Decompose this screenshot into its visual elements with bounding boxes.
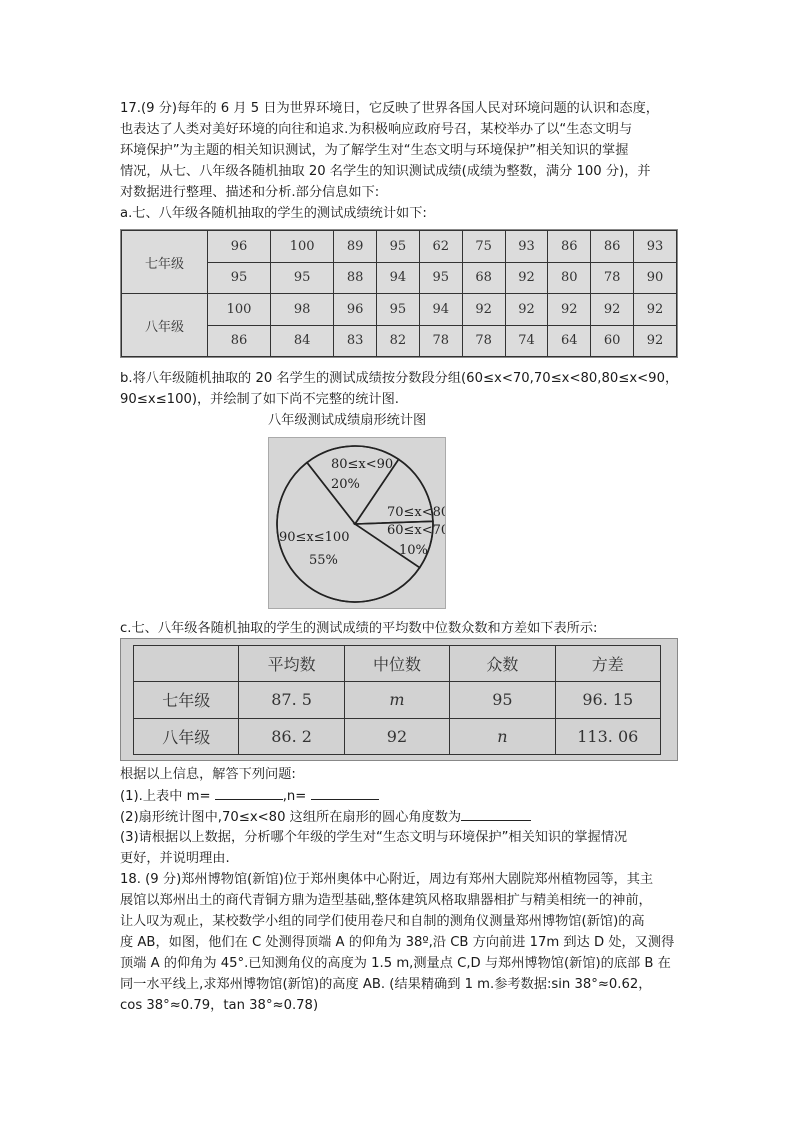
score-cell: 92: [548, 294, 591, 326]
stats-cell: 87. 5: [239, 682, 344, 718]
grade7-label: 七年级: [122, 231, 208, 294]
score-cell: 94: [377, 262, 420, 294]
score-table: [121, 230, 677, 357]
stats-cell: 96. 15: [555, 682, 660, 718]
score-cell: 75: [462, 231, 505, 263]
q17-intro-line: 也表达了人类对美好环境的向往和追求.为积极响应政府号召，某校举办了以“生态文明与: [120, 122, 633, 137]
q18-line: 顶端 A 的仰角为 45°.已知测角仪的高度为 1.5 m,测量点 C,D 与郑州博物馆(新馆)的底部 B 在: [120, 956, 671, 971]
score-cell: 60: [591, 325, 634, 357]
q18-line: 展馆以郑州出土的商代青铜方鼎为造型基础,整体建筑风格取鼎器相扩与精美相统一的神前，: [120, 893, 652, 908]
stats-cell: n: [450, 718, 555, 754]
stats-cell: 86. 2: [239, 718, 344, 754]
score-cell: 90: [634, 262, 677, 294]
pie-slice-label: 80≤x<90: [331, 457, 394, 472]
q17-intro-line: 环境保护”为主题的相关知识测试，为了解学生对“生态文明与环境保护”相关知识的掌握: [120, 143, 629, 158]
score-cell: 78: [462, 325, 505, 357]
score-cell: 84: [271, 325, 334, 357]
score-cell: 74: [505, 325, 548, 357]
score-cell: 98: [271, 294, 334, 326]
score-cell: 62: [419, 231, 462, 263]
score-cell: 92: [634, 294, 677, 326]
q18-line: 同一水平线上,求郑州博物馆(新馆)的高度 AB. (结果精确到 1 m.参考数据:sin 38°≈0.62，: [120, 977, 652, 992]
score-table-photo: [120, 229, 678, 358]
score-cell: 92: [591, 294, 634, 326]
q18-line: cos 38°≈0.79，tan 38°≈0.78): [120, 998, 319, 1013]
score-cell: 93: [634, 231, 677, 263]
score-cell: 86: [591, 231, 634, 263]
stats-header: 中位数: [344, 646, 449, 682]
stats-cell: 92: [344, 718, 449, 754]
score-cell: 82: [377, 325, 420, 357]
pie-slice-percent: 20%: [331, 477, 360, 492]
q17-intro-line: 17.(9 分)每年的 6 月 5 日为世界环境日，它反映了世界各国人民对环境问题的认识和态度，: [120, 101, 659, 116]
part-b-line: b.将八年级随机抽取的 20 名学生的测试成绩按分数段分组(60≤x<70,70≤x<80,80≤x<90，: [120, 371, 679, 386]
score-cell: 68: [462, 262, 505, 294]
q18-line: 让人叹为观止，某校数学小组的同学们使用卷尺和自制的测角仪测量郑州博物馆(新馆)的高: [120, 914, 645, 929]
score-cell: 95: [271, 262, 334, 294]
score-cell: 92: [505, 262, 548, 294]
score-cell: 100: [271, 231, 334, 263]
q2-text: (2)扇形统计图中,70≤x<80 这组所在扇形的圆心角度数为: [120, 810, 462, 825]
score-cell: 95: [419, 262, 462, 294]
grade8-label: 八年级: [122, 294, 208, 357]
stats-table: [133, 645, 661, 755]
pie-slice-label: 70≤x<80: [387, 505, 445, 520]
score-cell: 100: [208, 294, 271, 326]
score-cell: 94: [419, 294, 462, 326]
part-c-label: c.七、八年级各随机抽取的学生的测试成绩的平均数中位数众数和方差如下表所示:: [120, 621, 598, 636]
score-cell: 95: [377, 231, 420, 263]
score-cell: 86: [208, 325, 271, 357]
pie-chart: [269, 438, 445, 608]
q17-intro-line: 情况，从七、八年级各随机抽取 20 名学生的知识测试成绩(成绩为整数，满分 100 分)，并: [120, 164, 651, 179]
answer-intro: 根据以上信息，解答下列问题:: [120, 767, 296, 782]
question-2: [120, 806, 680, 829]
score-cell: 92: [462, 294, 505, 326]
pie-slice-percent: 10%: [399, 543, 428, 558]
score-cell: 93: [505, 231, 548, 263]
pie-slice-label: 60≤x<70: [387, 523, 445, 538]
score-cell: 64: [548, 325, 591, 357]
score-cell: 86: [548, 231, 591, 263]
n-blank[interactable]: [311, 785, 379, 800]
stats-cell: 95: [450, 682, 555, 718]
score-cell: 92: [634, 325, 677, 357]
stats-row-label: 八年级: [134, 718, 239, 754]
score-cell: 80: [548, 262, 591, 294]
part-b-line: 90≤x≤100)，并绘制了如下尚不完整的统计图.: [120, 392, 400, 407]
stats-header: 方差: [555, 646, 660, 682]
score-cell: 96: [334, 294, 377, 326]
q18-line: 度 AB，如图，他们在 C 处测得顶端 A 的仰角为 38º,沿 CB 方向前进 17m 到达 D 处，又测得: [120, 935, 675, 950]
q1-prefix: (1).上表中 m=: [120, 789, 211, 804]
pie-chart-title: 八年级测试成绩扇形统计图: [268, 413, 427, 428]
stats-cell: 113. 06: [555, 718, 660, 754]
score-cell: 78: [591, 262, 634, 294]
score-cell: 89: [334, 231, 377, 263]
question-3-line: (3)请根据以上数据，分析哪个年级的学生对“生态文明与环境保护”相关知识的掌握情况: [120, 830, 628, 845]
stats-header: 众数: [450, 646, 555, 682]
stats-header-blank: [134, 646, 239, 682]
stats-header: 平均数: [239, 646, 344, 682]
q18-line: 18. (9 分)郑州博物馆(新馆)位于郑州奥体中心附近，周边有郑州大剧院郑州植物园等，其主: [120, 872, 654, 887]
score-cell: 95: [377, 294, 420, 326]
pie-slice-label: 90≤x≤100: [279, 530, 350, 545]
angle-blank[interactable]: [461, 806, 531, 821]
stats-table-photo: [120, 638, 678, 761]
score-cell: 88: [334, 262, 377, 294]
score-cell: 92: [505, 294, 548, 326]
q1-mid: ,n=: [282, 789, 307, 804]
stats-row-label: 七年级: [134, 682, 239, 718]
score-cell: 95: [208, 262, 271, 294]
question-3-line: 更好，并说明理由.: [120, 851, 230, 866]
part-a-label: a.七、八年级各随机抽取的学生的测试成绩统计如下:: [120, 206, 427, 221]
stats-cell: m: [344, 682, 449, 718]
score-cell: 78: [419, 325, 462, 357]
question-1: [120, 785, 680, 808]
pie-slice-percent: 55%: [309, 553, 338, 568]
pie-chart-photo: [268, 437, 446, 609]
score-cell: 96: [208, 231, 271, 263]
q17-intro-line: 对数据进行整理、描述和分析.部分信息如下:: [120, 185, 380, 200]
score-cell: 83: [334, 325, 377, 357]
m-blank[interactable]: [215, 785, 283, 800]
